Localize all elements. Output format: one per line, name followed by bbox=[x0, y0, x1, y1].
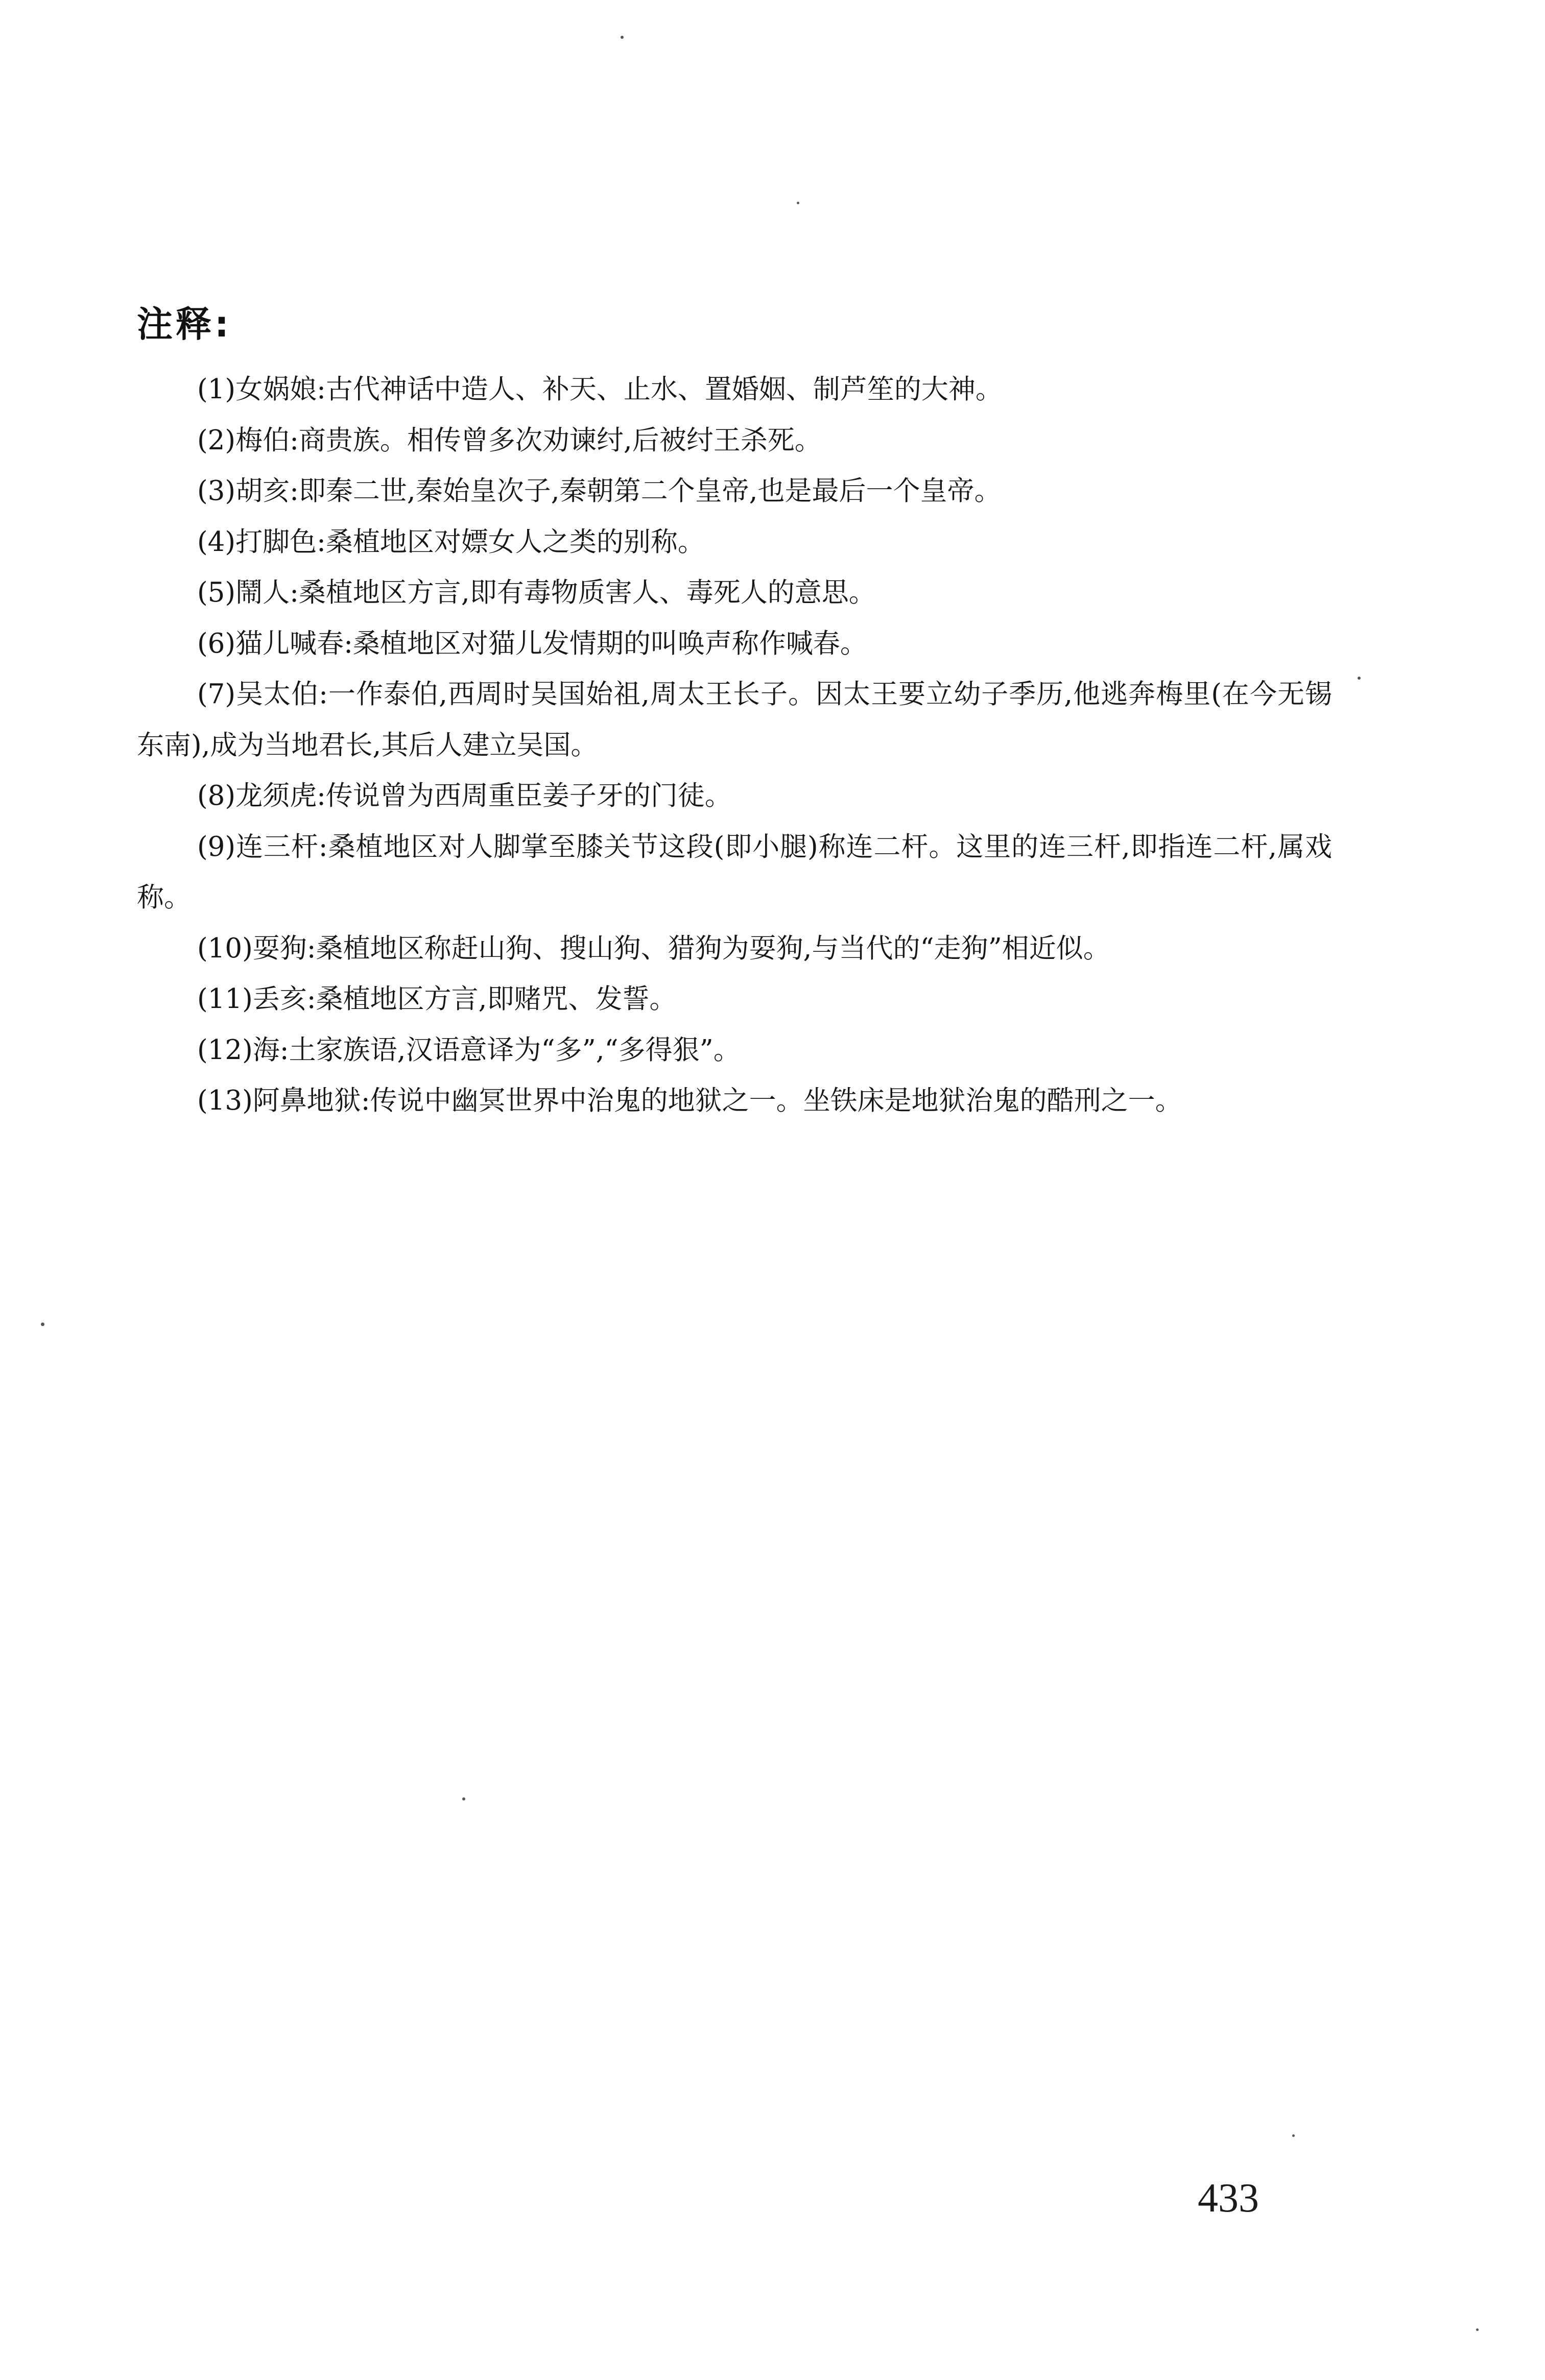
note-9: (9)连三杆:桑植地区对人脚掌至膝关节这段(即小腿)称连二杆。这里的连三杆,即指连二杆,属戏称。 bbox=[137, 831, 1332, 913]
scan-speck bbox=[621, 36, 624, 39]
note-11: (11)丢亥:桑植地区方言,即赌咒、发誓。 bbox=[197, 983, 677, 1015]
note-2: (2)梅伯:商贵族。相传曾多次劝谏纣,后被纣王杀死。 bbox=[197, 424, 822, 456]
scan-speck bbox=[797, 202, 799, 204]
note-7: (7)吴太伯:一作泰伯,西周时吴国始祖,周太王长子。因太王要立幼子季历,他逃奔梅里(在今无锡东南),成为当地君长,其后人建立吴国。 bbox=[137, 679, 1332, 761]
scan-speck bbox=[41, 1323, 44, 1326]
notes-heading: 注释: bbox=[137, 303, 232, 345]
scan-speck bbox=[1358, 677, 1361, 680]
scan-speck bbox=[1292, 2134, 1295, 2137]
scan-speck bbox=[462, 1797, 465, 1800]
scan-speck bbox=[1476, 2328, 1479, 2331]
note-6: (6)猫儿喊春:桑植地区对猫儿发情期的叫唤声称作喊春。 bbox=[197, 628, 867, 659]
page-number: 433 bbox=[1198, 2176, 1259, 2221]
note-8: (8)龙须虎:传说曾为西周重臣姜子牙的门徒。 bbox=[197, 780, 732, 811]
note-4: (4)打脚色:桑植地区对嫖女人之类的别称。 bbox=[197, 526, 705, 558]
note-3: (3)胡亥:即秦二世,秦始皇次子,秦朝第二个皇帝,也是最后一个皇帝。 bbox=[197, 475, 1002, 507]
note-10: (10)耍狗:桑植地区称赶山狗、搜山狗、猎狗为耍狗,与当代的“走狗”相近似。 bbox=[197, 932, 1110, 964]
note-5: (5)鬧人:桑植地区方言,即有毒物质害人、毒死人的意思。 bbox=[197, 577, 876, 608]
note-13: (13)阿鼻地狱:传说中幽冥世界中治鬼的地狱之一。坐铁床是地狱治鬼的酷刑之一。 bbox=[197, 1085, 1182, 1116]
note-1: (1)女娲娘:古代神话中造人、补天、止水、置婚姻、制芦笙的大神。 bbox=[197, 374, 1003, 405]
notes-list bbox=[137, 364, 1332, 1126]
note-12: (12)海:土家族语,汉语意译为“多”,“多得狠”。 bbox=[197, 1034, 741, 1066]
